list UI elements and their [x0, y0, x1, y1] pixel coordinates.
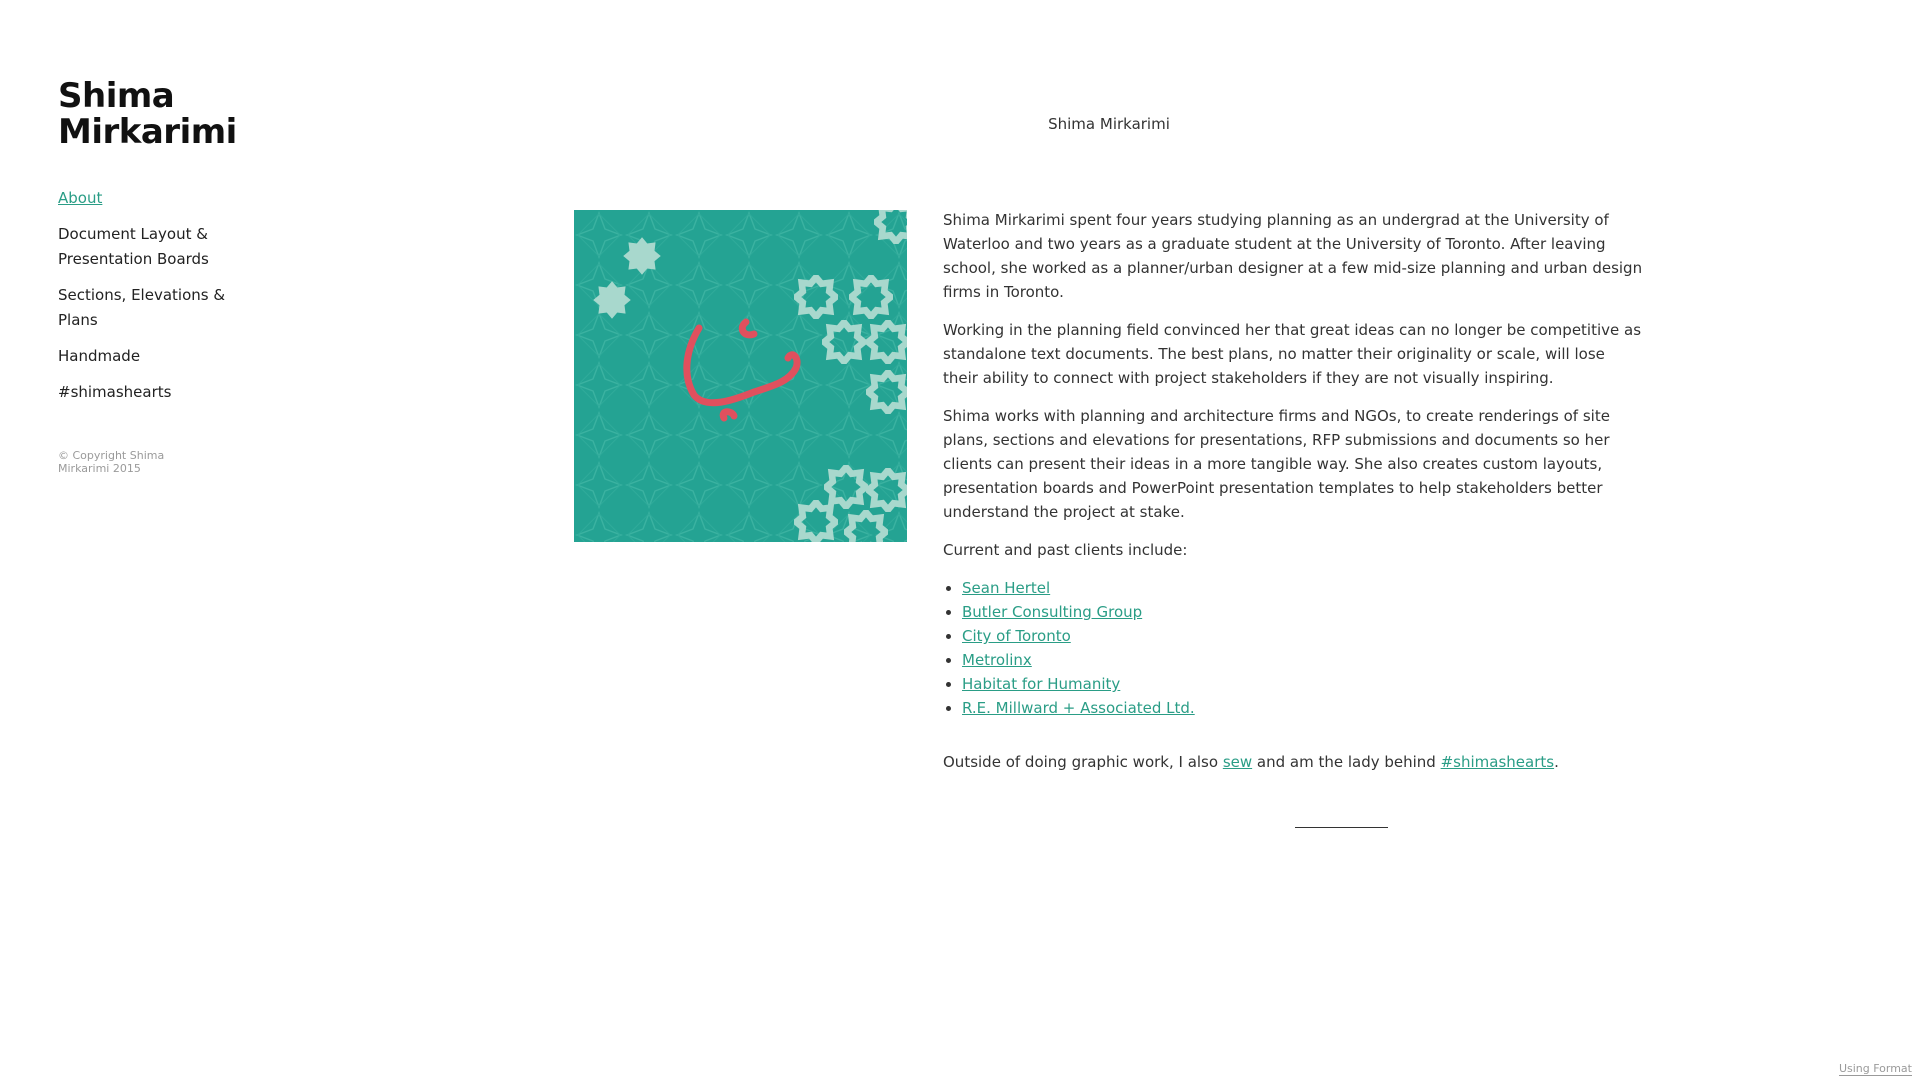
- list-item: [962, 600, 1643, 624]
- page-heading: Shima Mirkarimi: [1048, 115, 1170, 133]
- client-link-metrolinx[interactable]: Metrolinx: [962, 651, 1032, 669]
- nav-link-shimashearts[interactable]: #shimashearts: [58, 383, 172, 401]
- client-link-butler-consulting[interactable]: Butler Consulting Group: [962, 603, 1143, 621]
- copyright-text: © Copyright Shima Mirkarimi 2015: [58, 449, 165, 475]
- client-link-re-millward[interactable]: R.E. Millward + Associated Ltd.: [962, 699, 1195, 717]
- clients-intro: Current and past clients include:: [943, 541, 1188, 559]
- profile-image: [574, 210, 907, 542]
- nav-item-sections: [58, 283, 248, 333]
- nav-item-shimashearts: [58, 380, 248, 405]
- list-item: [962, 648, 1643, 672]
- outro-text: Outside of doing graphic work, I also: [943, 753, 1223, 771]
- nav-link-about[interactable]: About: [58, 189, 103, 207]
- arabic-calligraphy-star-pattern-icon: [574, 210, 907, 542]
- nav-item-about: [58, 186, 248, 211]
- list-item: [962, 672, 1643, 696]
- client-link-city-of-toronto[interactable]: City of Toronto: [962, 627, 1071, 645]
- client-link-habitat-for-humanity[interactable]: Habitat for Humanity: [962, 675, 1121, 693]
- nav-link-handmade[interactable]: Handmade: [58, 347, 141, 365]
- sew-link[interactable]: sew: [1222, 753, 1253, 771]
- about-paragraph: Shima works with planning and architecture firms and NGOs, to create renderings of site plans, sections and elevations for presentations, RFP submissions and documents so her clients can present their ideas in a more tangible way. She also creates custom layouts, presentation boards and PowerPoint presentation templates to help stakeholders better understand the project at stake.: [943, 407, 1610, 521]
- nav-link-document-layout[interactable]: Document Layout & Presentation Boards: [58, 225, 209, 268]
- using-format-link[interactable]: Using Format: [1838, 1062, 1912, 1075]
- about-paragraph: Shima Mirkarimi spent four years studying planning as an undergrad at the University of Waterloo and two years as a graduate student at the University of Toronto. After leaving school, she worked as a planner/urban designer at a few mid-size planning and urban design firms in Toronto.: [943, 211, 1643, 301]
- nav-link-sections[interactable]: Sections, Elevations & Plans: [58, 286, 226, 329]
- outro-text: .: [1554, 753, 1559, 771]
- client-link-sean-hertel[interactable]: Sean Hertel: [962, 579, 1051, 597]
- nav-item-handmade: [58, 344, 248, 369]
- about-content: [943, 208, 1643, 788]
- shimashearts-link[interactable]: #shimashearts: [1440, 753, 1555, 771]
- divider: [1295, 827, 1388, 828]
- outro-text: and am the lady behind: [1252, 753, 1441, 771]
- list-item: [962, 576, 1643, 600]
- list-item: [962, 624, 1643, 648]
- site-title[interactable]: Shima Mirkarimi: [58, 76, 237, 152]
- about-paragraph: Working in the planning field convinced her that great ideas can no longer be competitive as standalone text documents. The best plans, no matter their originality or scale, will lose their ability to connect with project stakeholders if they are not visually inspiring.: [943, 321, 1642, 387]
- main-nav: [58, 186, 248, 405]
- clients-list: [943, 576, 1643, 720]
- list-item: [962, 696, 1643, 720]
- nav-item-document-layout: [58, 222, 248, 272]
- sidebar: [58, 78, 248, 475]
- outro-paragraph: [943, 750, 1643, 774]
